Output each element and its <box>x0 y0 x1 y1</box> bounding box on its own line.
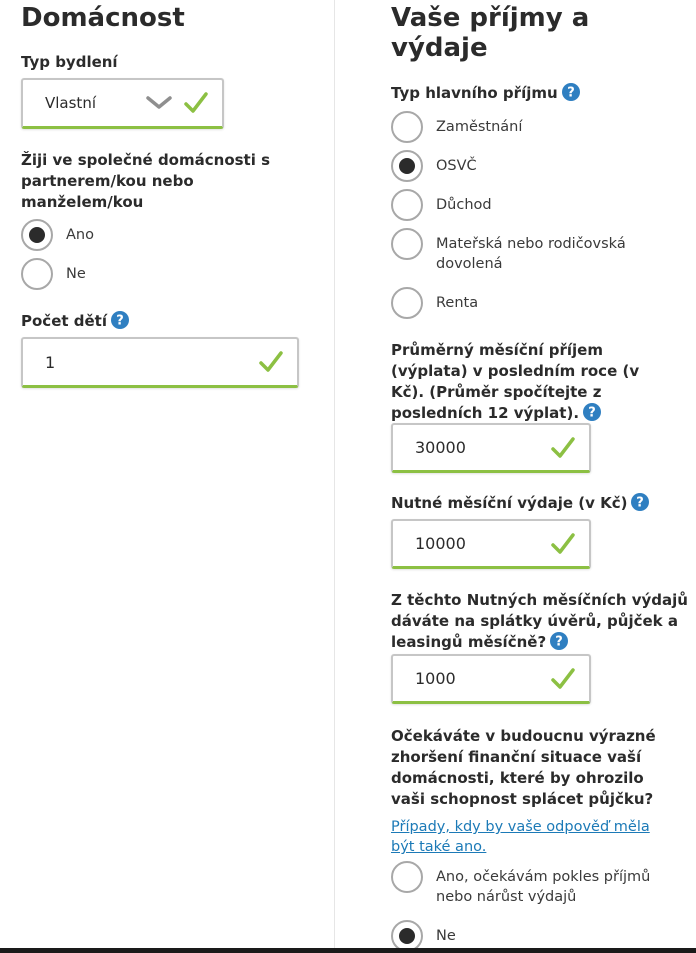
check-icon <box>551 436 575 460</box>
expenses-label <box>391 493 649 514</box>
check-icon <box>184 91 208 115</box>
loan-payments-value: 1000 <box>415 669 456 688</box>
income-maternity-radio[interactable] <box>391 228 423 260</box>
children-label <box>21 311 129 332</box>
housing-type-label: Typ bydlení <box>21 53 118 71</box>
worsening-question-label: Očekáváte v budoucnu výrazné zhoršení finanční situace vaší domácnosti, které by ohrozilo vaši schopnost splácet půjčku? <box>391 727 656 808</box>
avg-income-input[interactable] <box>391 423 591 473</box>
income-maternity-label: Mateřská nebo rodičovská dovolená <box>436 236 626 272</box>
svg-text:?: ? <box>555 634 563 650</box>
svg-text:?: ? <box>636 495 645 511</box>
income-osvc-radio[interactable] <box>391 150 423 182</box>
main-income-type-label <box>391 83 580 104</box>
expenses-input[interactable] <box>391 519 591 569</box>
children-count-input[interactable] <box>21 337 299 388</box>
loan-payments-label <box>391 590 691 653</box>
income-employment-label: Zaměstnání <box>436 119 523 135</box>
help-icon[interactable] <box>562 83 580 101</box>
avg-income-label-text: Průměrný měsíční příjem (výplata) v posledním roce (v Kč). (Průměr spočítejte z posledních 12 výplat). <box>391 341 640 422</box>
main-income-type-label-text: Typ hlavního příjmu <box>391 84 558 102</box>
help-icon[interactable] <box>111 311 129 329</box>
housing-type-value: Vlastní <box>45 94 96 112</box>
worsening-yes-label: Ano, očekávám pokles příjmů nebo nárůst výdajů <box>436 869 651 905</box>
housing-type-select[interactable] <box>21 78 224 129</box>
partner-no-radio[interactable] <box>21 258 53 290</box>
children-label-text: Počet dětí <box>21 312 107 330</box>
income-osvc-label: OSVČ <box>436 158 477 174</box>
svg-text:?: ? <box>566 85 575 101</box>
income-employment-radio[interactable] <box>391 111 423 143</box>
svg-text:?: ? <box>588 405 596 421</box>
help-icon[interactable] <box>583 403 601 421</box>
check-icon <box>551 667 575 691</box>
bottom-edge <box>0 948 696 953</box>
partner-yes-label: Ano <box>66 227 94 243</box>
income-annuity-radio[interactable] <box>391 287 423 319</box>
help-icon[interactable] <box>550 632 568 650</box>
income-annuity-label: Renta <box>436 295 479 311</box>
worsening-cases-link[interactable]: Případy, kdy by vaše odpověď měla být také ano. <box>391 819 650 855</box>
partner-no-label: Ne <box>66 266 86 282</box>
help-icon[interactable] <box>631 493 649 511</box>
income-pension-radio[interactable] <box>391 189 423 221</box>
income-title: Vaše příjmy a výdaje <box>391 3 590 63</box>
worsening-no-label: Ne <box>436 928 456 944</box>
loan-payments-label-text: Z těchto Nutných měsíčních výdajů dáváte na splátky úvěrů, půjček a leasingů měsíčně? <box>391 591 688 651</box>
household-title: Domácnost <box>21 3 185 33</box>
check-icon <box>551 532 575 556</box>
check-icon <box>259 350 283 374</box>
partner-yes-radio[interactable] <box>21 219 53 251</box>
children-count-value: 1 <box>45 352 56 372</box>
avg-income-label <box>391 340 673 424</box>
avg-income-value: 30000 <box>415 438 466 457</box>
column-divider <box>334 0 335 953</box>
income-pension-label: Důchod <box>436 197 492 213</box>
partner-question-label: Žiji ve společné domácnosti s partnerem/kou nebo manželem/kou <box>21 151 271 211</box>
loan-payments-input[interactable] <box>391 654 591 704</box>
worsening-yes-radio[interactable] <box>391 861 423 893</box>
svg-text:?: ? <box>116 313 124 329</box>
chevron-down-icon <box>146 95 172 111</box>
expenses-value: 10000 <box>415 534 466 553</box>
expenses-label-text: Nutné měsíční výdaje (v Kč) <box>391 494 628 512</box>
